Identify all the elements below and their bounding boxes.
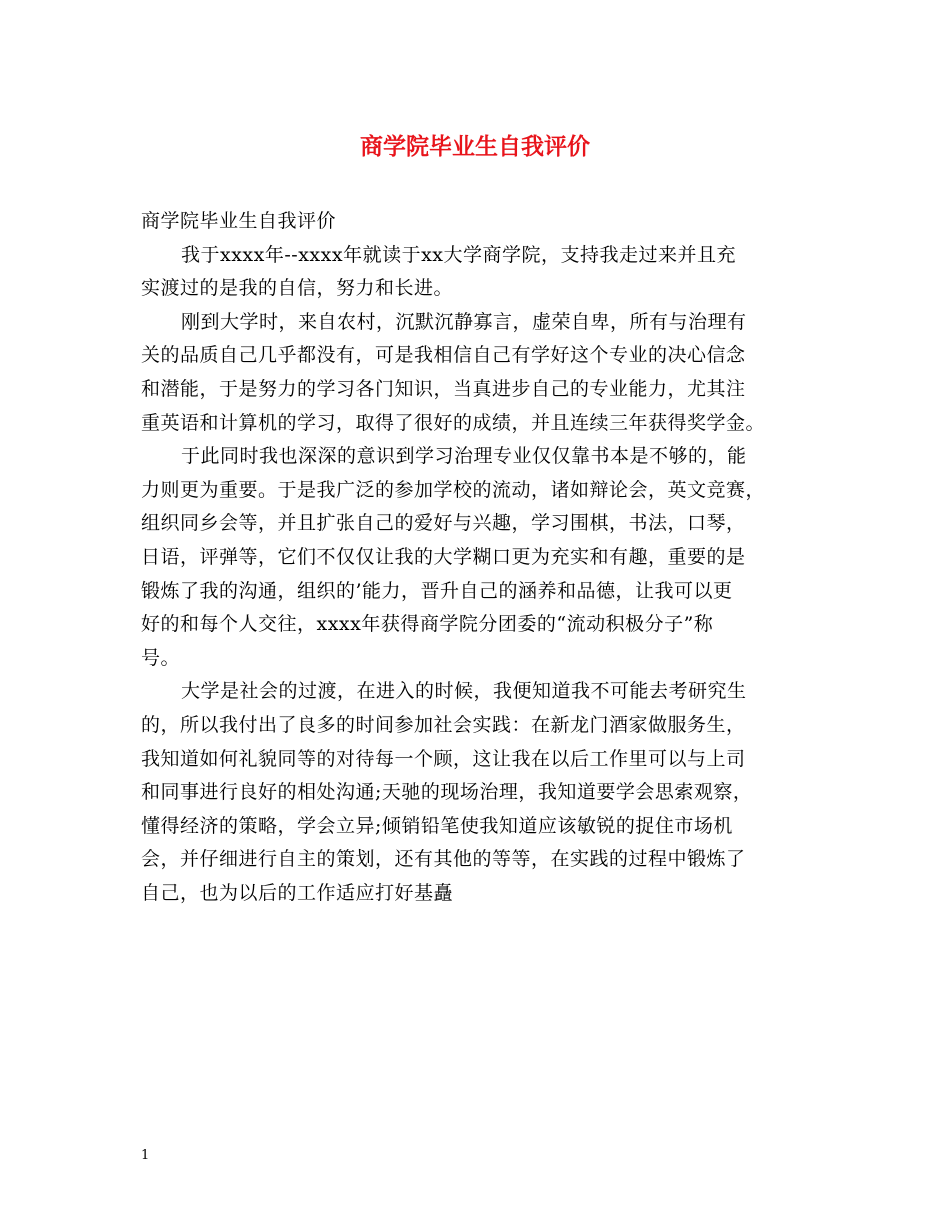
page-number: 1 <box>141 1148 150 1163</box>
body-text-line: 锻炼了我的沟通，组织的’能力，晋升自己的涵养和品德，让我可以更 <box>141 579 733 602</box>
body-text-line: 的，所以我付出了良多的时间参加社会实践：在新龙门酒家做服务生， <box>141 713 746 736</box>
body-text-line: 力则更为重要。于是我广泛的参加学校的流动，诸如辩论会，英文竞赛， <box>141 478 766 501</box>
body-text-line: 日语，评弹等，它们不仅仅让我的大学糊口更为充实和有趣，重要的是 <box>141 545 746 568</box>
body-text-line: 自己，也为以后的工作适应打好基矗 <box>141 881 454 904</box>
body-text-line: 会，并仔细进行自主的策划，还有其他的等等，在实践的过程中锻炼了 <box>141 848 746 871</box>
body-text-line: 刚到大学时，来自农村，沉默沉静寡言，虚荣自卑，所有与治理有 <box>181 310 747 333</box>
document-title: 商学院毕业生自我评价 <box>360 133 590 160</box>
body-text-line: 和同事进行良好的相处沟通;天驰的现场治理，我知道要学会思索观察， <box>141 781 753 804</box>
body-text-line: 好的和每个人交往，xxxx年获得商学院分团委的“流动积极分子”称 <box>141 613 714 636</box>
body-text-line: 关的品质自己几乎都没有，可是我相信自己有学好这个专业的决心信念 <box>141 344 746 367</box>
body-text-line: 我知道如何礼貌同等的对待每一个顾，这让我在以后工作里可以与上司 <box>141 747 746 770</box>
body-text-line: 和潜能，于是努力的学习各门知识，当真进步自己的专业能力，尤其注 <box>141 377 746 400</box>
document-subtitle: 商学院毕业生自我评价 <box>141 210 337 232</box>
body-text-line: 组织同乡会等，并且扩张自己的爱好与兴趣，学习围棋，书法，口琴， <box>141 512 746 535</box>
body-text-line: 重英语和计算机的学习，取得了很好的成绩，并且连续三年获得奖学金。 <box>141 411 766 434</box>
body-text-line: 号。 <box>141 646 181 669</box>
body-text-line: 大学是社会的过渡，在进入的时候，我便知道我不可能去考研究生 <box>181 680 747 703</box>
document-body <box>141 205 831 910</box>
body-text-line: 我于xxxx年--xxxx年就读于xx大学商学院，支持我走过来并且充 <box>181 243 736 266</box>
body-text-line: 实渡过的是我的自信，努力和长进。 <box>141 277 454 300</box>
body-text-line: 懂得经济的策略，学会立异;倾销铅笔使我知道应该敏锐的捉住市场机 <box>141 814 733 837</box>
body-text-line: 于此同时我也深深的意识到学习治理专业仅仅靠书本是不够的，能 <box>181 445 747 468</box>
